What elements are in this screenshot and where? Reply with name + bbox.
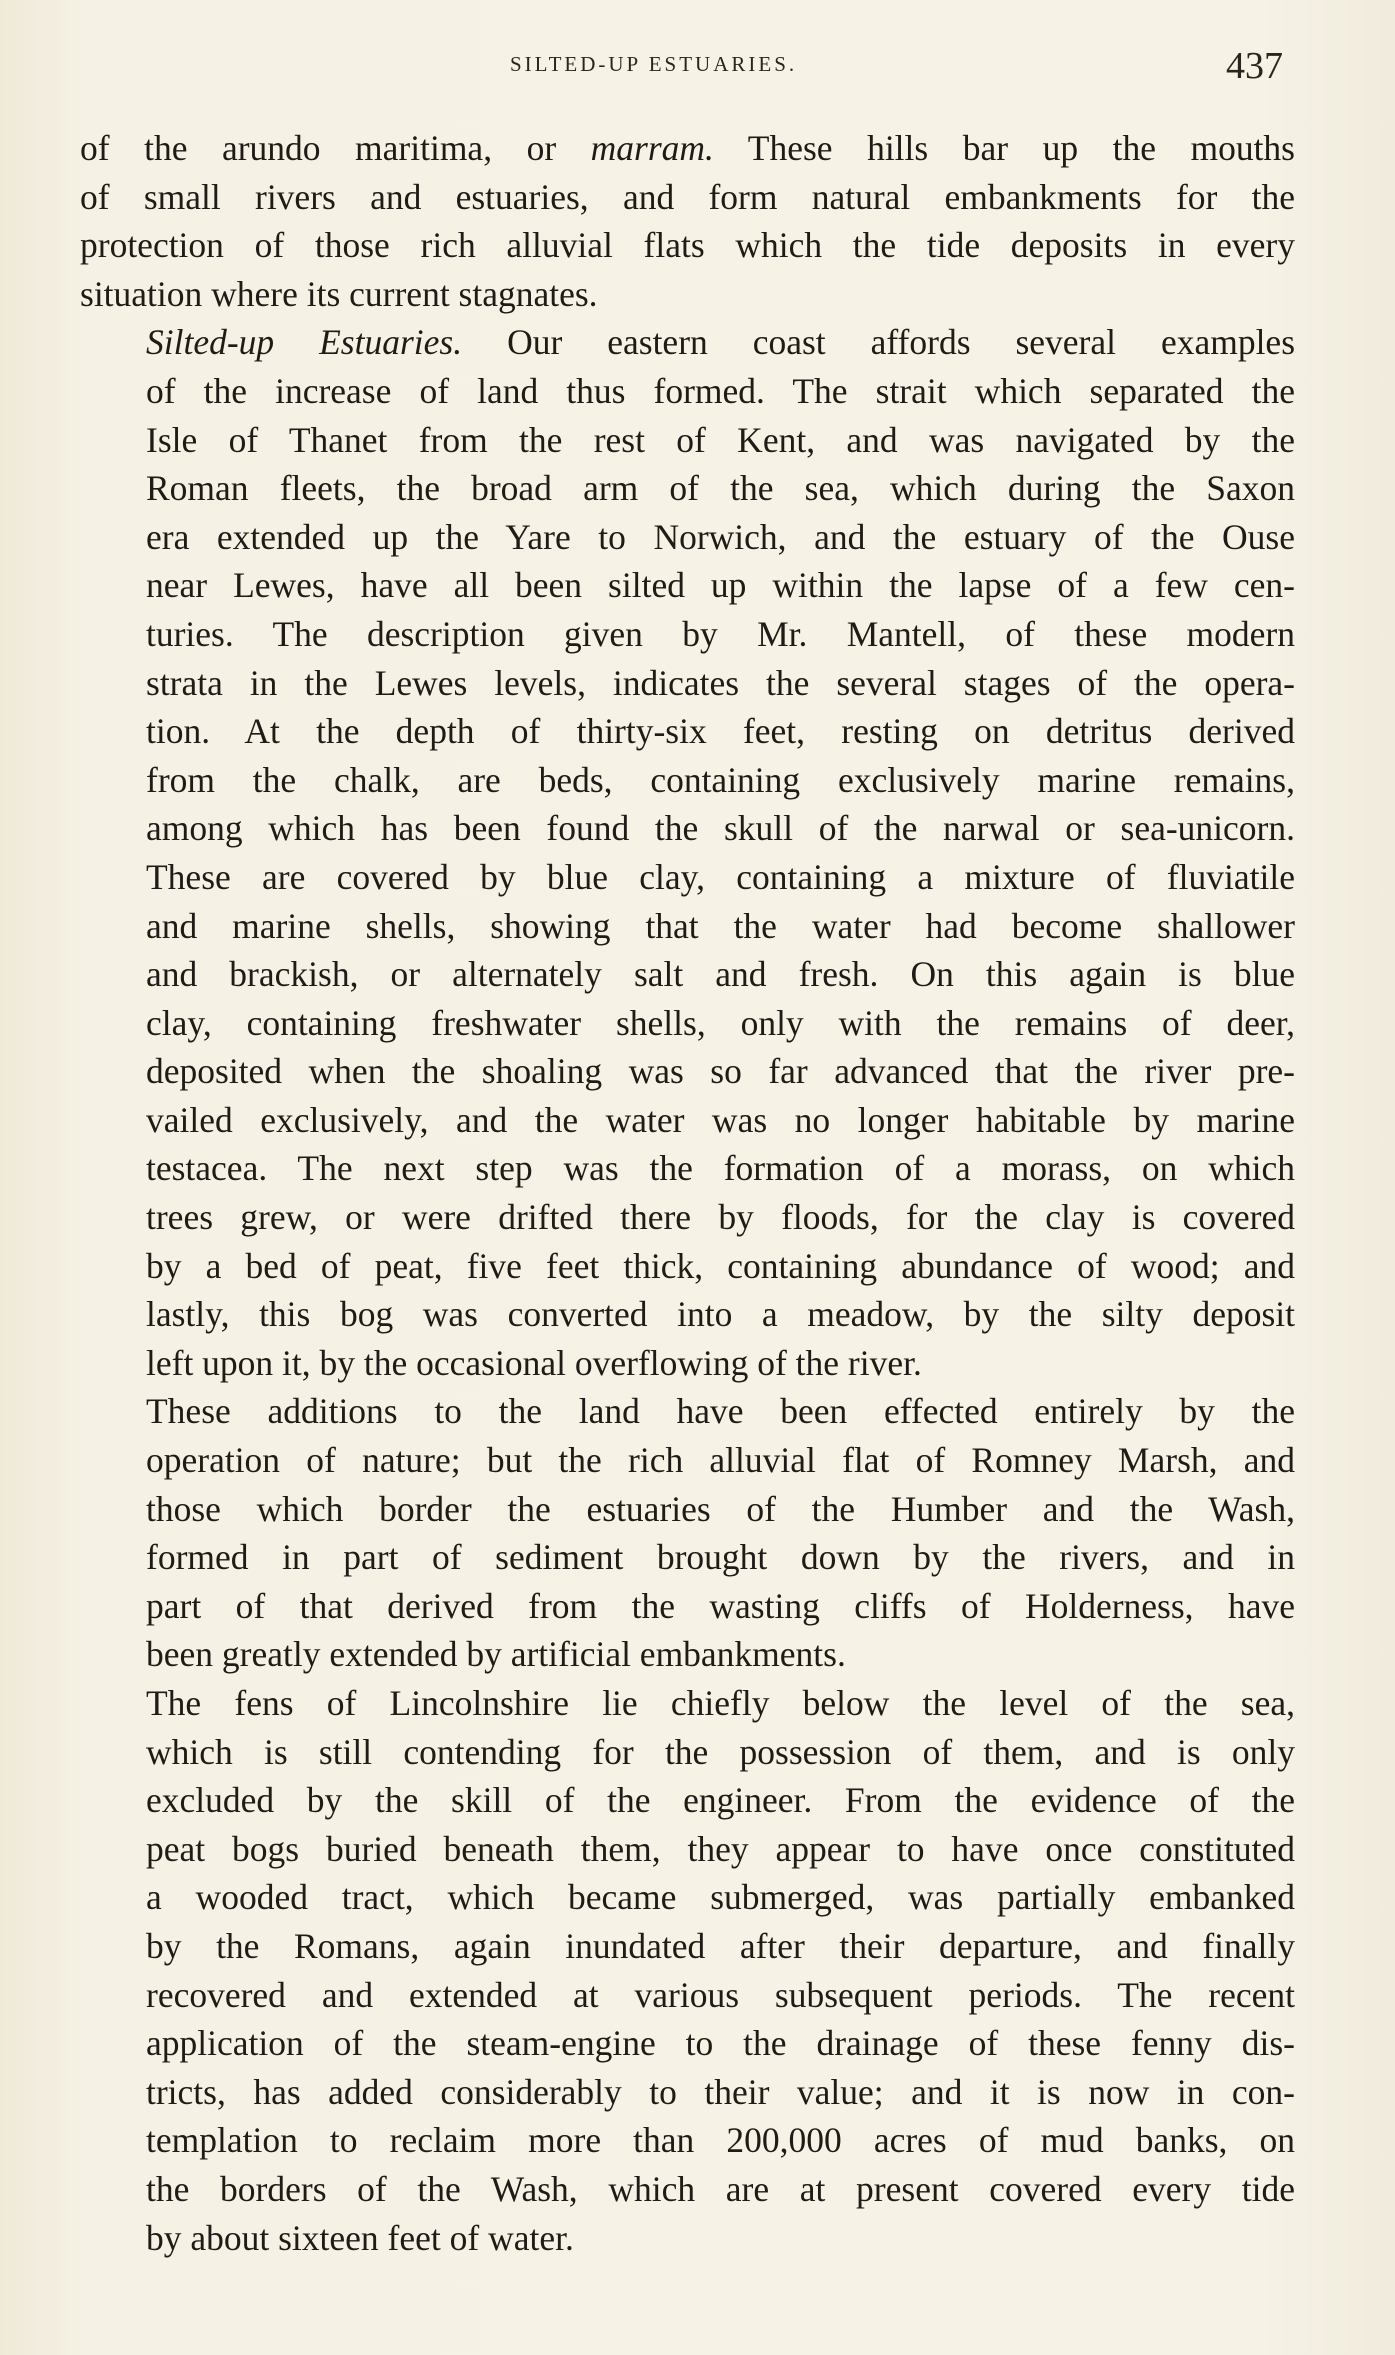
paragraph-4	[80, 1679, 1295, 2262]
text-line: of small rivers and estuaries, and form natural embankments for the	[80, 176, 1295, 217]
text-line: those which border the estuaries of the Humber and the Wash,	[146, 1488, 1295, 1529]
text-line: among which has been found the skull of the narwal or sea-unicorn.	[146, 808, 1295, 849]
text-line: Roman fleets, the broad arm of the sea, which during the Saxon	[146, 468, 1295, 509]
text-line: formed in part of sediment brought down by the rivers, and in	[146, 1537, 1295, 1578]
text-line: situation where its current stagnates.	[80, 273, 598, 314]
text-line: Silted-up Estuaries. Our eastern coast affords several examples	[146, 322, 1296, 363]
text-line: operation of nature; but the rich alluvial flat of Romney Marsh, and	[146, 1440, 1295, 1481]
text-line: been greatly extended by artificial embankments.	[146, 1634, 846, 1675]
paragraph-3	[80, 1387, 1295, 1679]
text-line: These additions to the land have been effected entirely by the	[146, 1391, 1295, 1432]
text-line: templation to reclaim more than 200,000 acres of mud banks, on	[146, 2120, 1295, 2161]
text-line: era extended up the Yare to Norwich, and the estuary of the Ouse	[146, 516, 1295, 557]
paragraph-1	[80, 124, 1295, 318]
text-line: from the chalk, are beds, containing exclusively marine remains,	[146, 759, 1295, 800]
text-line: tion. At the depth of thirty-six feet, resting on detritus derived	[146, 711, 1295, 752]
text-line: which is still contending for the possession of them, and is only	[146, 1731, 1295, 1772]
text-line: left upon it, by the occasional overflowing of the river.	[146, 1342, 922, 1383]
text-line: Isle of Thanet from the rest of Kent, and was navigated by the	[146, 419, 1295, 460]
text-line: testacea. The next step was the formation of a morass, on which	[146, 1148, 1295, 1189]
running-title: SILTED-UP ESTUARIES.	[510, 52, 798, 76]
text-line: These are covered by blue clay, containing a mixture of fluviatile	[146, 856, 1295, 897]
text-line: turies. The description given by Mr. Mantell, of these modern	[146, 613, 1295, 654]
text-line: part of that derived from the wasting cliffs of Holderness, have	[146, 1585, 1295, 1626]
text-line: by a bed of peat, five feet thick, containing abundance of wood; and	[146, 1245, 1295, 1286]
text-line: vailed exclusively, and the water was no longer habitable by marine	[146, 1099, 1295, 1140]
text-line: of the increase of land thus formed. The strait which separated the	[146, 370, 1295, 411]
text-line: and brackish, or alternately salt and fresh. On this again is blue	[146, 954, 1295, 995]
text-line: excluded by the skill of the engineer. From the evidence of the	[146, 1780, 1295, 1821]
text-line: application of the steam-engine to the drainage of these fenny dis-	[146, 2023, 1295, 2064]
text-line: near Lewes, have all been silted up within the lapse of a few cen-	[146, 565, 1295, 606]
paragraph-2	[80, 318, 1295, 1387]
section-heading: Silted-up Estuaries.	[146, 322, 463, 363]
text-line: tricts, has added considerably to their value; and it is now in con-	[146, 2071, 1295, 2112]
text-line: The fens of Lincolnshire lie chiefly below the level of the sea,	[146, 1683, 1295, 1723]
text-line: by about sixteen feet of water.	[146, 2217, 574, 2258]
text-line: deposited when the shoaling was so far advanced that the river pre-	[146, 1051, 1295, 1092]
text-line: a wooded tract, which became submerged, was partially embanked	[146, 1877, 1295, 1918]
text-line: of the arundo maritima, or marram. These hills bar up the mouths	[80, 128, 1295, 168]
text-line: by the Romans, again inundated after their departure, and finally	[146, 1925, 1295, 1966]
text-line: protection of those rich alluvial flats which the tide deposits in every	[80, 225, 1295, 266]
text-line: clay, containing freshwater shells, only with the remains of deer,	[146, 1002, 1295, 1043]
text-line: peat bogs buried beneath them, they appear to have once constituted	[146, 1828, 1295, 1869]
text-line: and marine shells, showing that the water had become shallower	[146, 905, 1295, 946]
italic-term: marram.	[590, 128, 714, 168]
body-text	[80, 124, 1295, 2262]
text-line: strata in the Lewes levels, indicates the several stages of the opera-	[146, 662, 1295, 703]
text-line: lastly, this bog was converted into a meadow, by the silty deposit	[146, 1294, 1295, 1335]
text-line: trees grew, or were drifted there by floods, for the clay is covered	[146, 1197, 1295, 1238]
text-line: the borders of the Wash, which are at present covered every tide	[146, 2168, 1295, 2209]
text-line: recovered and extended at various subsequent periods. The recent	[146, 1974, 1295, 2015]
page-number: 437	[1226, 45, 1283, 87]
